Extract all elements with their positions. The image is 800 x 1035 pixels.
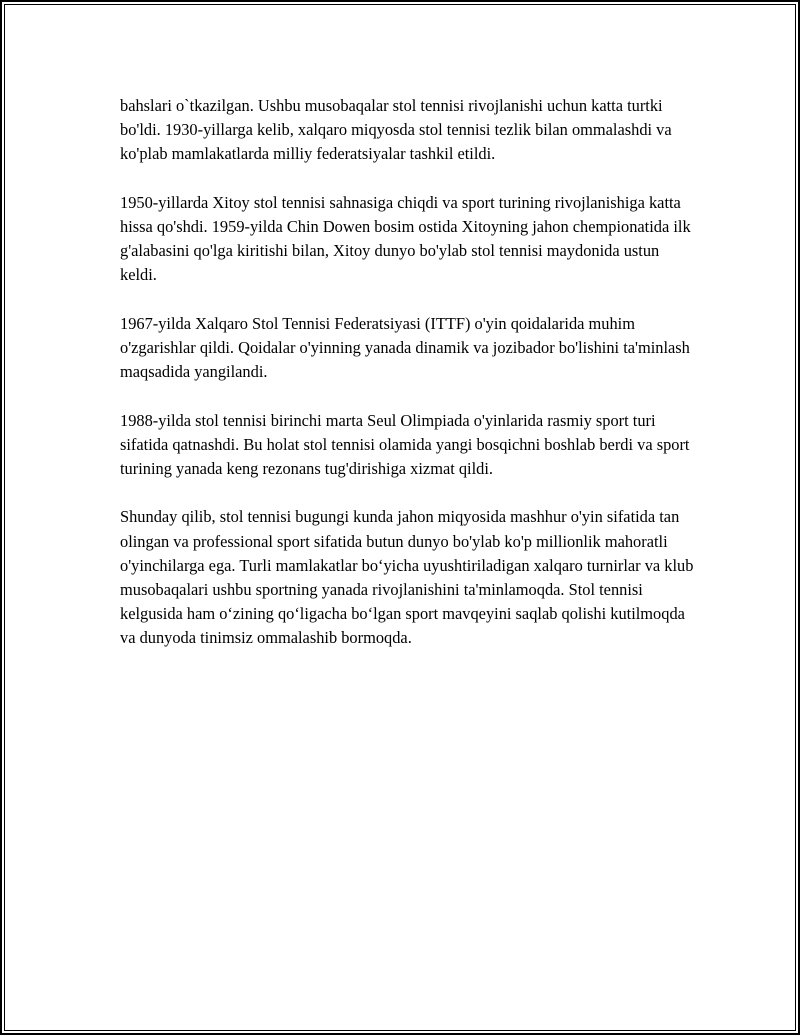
paragraph-4: 1988-yilda stol tennisi birinchi marta Seul Olimpiada o'yinlarida rasmiy sport turi sifatida qatnashdi. Bu holat stol tennisi olamida yangi bosqichni boshlab berdi va sport turining yanada keng rezonans tug'dirishiga xizmat qildi. bbox=[120, 410, 690, 478]
paragraph-1: bahslari o`tkazilgan. Ushbu musobaqalar stol tennisi rivojlanishi uchun katta turtki bo'ldi. 1930-yillarga kelib, xalqaro miqyosda stol tennisi tezlik bilan ommalashdi va ko'plab mamlakatlarda milliy federatsiyalar tashkil etildi. bbox=[120, 96, 672, 164]
paragraph-2: 1950-yillarda Xitoy stol tennisi sahnasiga chiqdi va sport turining rivojlanishiga katta hissa qo'shdi. 1959-yilda Chin Dowen bosim ostida Xitoyning jahon chempionatida ilk g'alabasini qo'lga kiritishi bilan, Xitoy dunyo bo'ylab stol tennisi maydonida ustun keldi. bbox=[120, 192, 691, 285]
document-body bbox=[120, 94, 700, 651]
paragraph-5: Shunday qilib, stol tennisi bugungi kunda jahon miqyosida mashhur o'yin sifatida tan olingan va professional sport sifatida butun dunyo bo'ylab ko'p millionlik mahoratli o'yinchilarga ega. Turli mamlakatlar bo‘yicha uyushtiriladigan xalqaro turnirlar va klub musobaqalari ushbu sportning yanada rivojlanishini ta'minlamoqda. Stol tennisi kelgusida ham o‘zining qo‘ligacha bo‘lgan sport mavqeyini saqlab qolishi kutilmoqda va dunyoda tinimsiz ommalashib bormoqda. bbox=[120, 507, 694, 648]
paragraph-3: 1967-yilda Xalqaro Stol Tennisi Federatsiyasi (ITTF) o'yin qoidalarida muhim o'zgarishlar qildi. Qoidalar o'yinning yanada dinamik va jozibador bo'lishini ta'minlash maqsadida yangilandi. bbox=[120, 313, 690, 382]
